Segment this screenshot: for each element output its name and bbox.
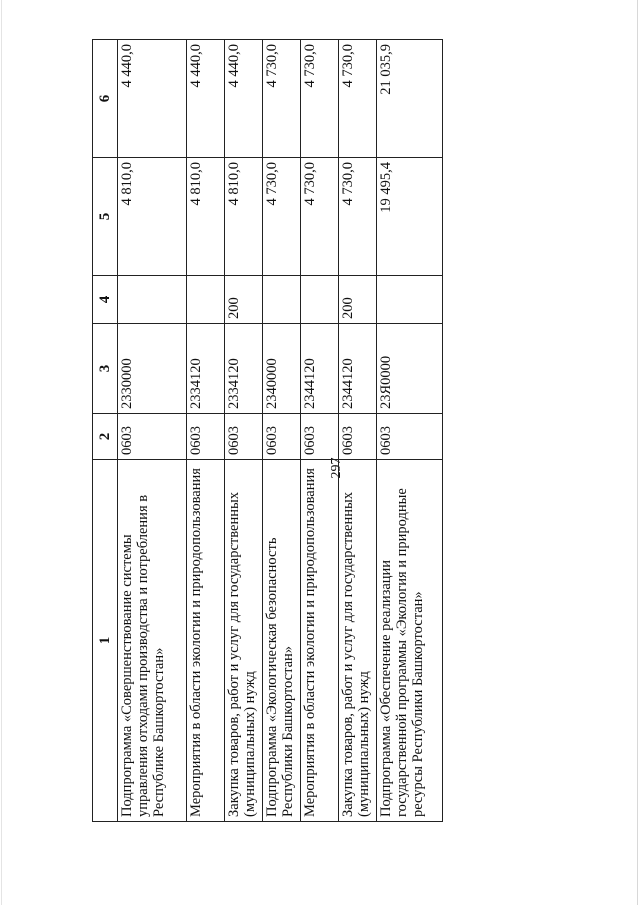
- row-target: 2334120: [187, 324, 225, 414]
- row-target: 23Я0000: [377, 324, 443, 414]
- row-name: Мероприятия в области экологии и природопользования: [301, 460, 339, 822]
- rotated-table-container: [92, 40, 577, 822]
- header-cell: 3: [93, 324, 118, 414]
- row-name: Подпрограмма «Экологическая безопасность Республики Башкортостан»: [263, 460, 301, 822]
- table-row: [339, 40, 377, 822]
- row-section: 0603: [377, 414, 443, 460]
- header-cell: 2: [93, 414, 118, 460]
- row-name: Подпрограмма «Обеспечение реализации государственной программы «Экология и природные ресурсы Республики Башкортостан»: [377, 460, 443, 822]
- row-expense-type: [187, 276, 225, 324]
- table-row: [377, 40, 443, 822]
- page-number: 297: [329, 457, 344, 479]
- row-expense-type: [118, 276, 187, 324]
- header-cell: 1: [93, 460, 118, 822]
- table-row: [118, 40, 187, 822]
- row-expense-type: [263, 276, 301, 324]
- row-section: 0603: [118, 414, 187, 460]
- row-value-5: 4 810,0: [225, 158, 263, 276]
- row-value-6: 4 730,0: [301, 40, 339, 158]
- row-name: Закупка товаров, работ и услуг для государственных (муниципальных) нужд: [225, 460, 263, 822]
- row-expense-type: 200: [225, 276, 263, 324]
- row-section: 0603: [225, 414, 263, 460]
- scan-edge-right: [637, 0, 638, 905]
- row-value-6: 4 730,0: [339, 40, 377, 158]
- row-value-5: 4 730,0: [263, 158, 301, 276]
- row-target: 2330000: [118, 324, 187, 414]
- header-cell: 6: [93, 40, 118, 158]
- header-cell: 4: [93, 276, 118, 324]
- row-target: 2334120: [225, 324, 263, 414]
- row-value-6: 4 440,0: [118, 40, 187, 158]
- row-value-5: 4 730,0: [339, 158, 377, 276]
- row-value-6: 4 730,0: [263, 40, 301, 158]
- row-value-5: 4 730,0: [301, 158, 339, 276]
- row-section: 0603: [339, 414, 377, 460]
- budget-table: [92, 39, 443, 822]
- header-cell: 5: [93, 158, 118, 276]
- scan-edge-left: [1, 0, 2, 905]
- row-value-5: 4 810,0: [118, 158, 187, 276]
- row-target: 2340000: [263, 324, 301, 414]
- table-row: [263, 40, 301, 822]
- row-value-6: 4 440,0: [225, 40, 263, 158]
- row-value-6: 21 035,9: [377, 40, 443, 158]
- row-value-6: 4 440,0: [187, 40, 225, 158]
- row-name: Подпрограмма «Совершенствование системы управления отходами производства и потребления в Республике Башкортостан»: [118, 460, 187, 822]
- table-header-row: [93, 40, 118, 822]
- row-target: 2344120: [339, 324, 377, 414]
- row-target: 2344120: [301, 324, 339, 414]
- table-row: [187, 40, 225, 822]
- table-row: [225, 40, 263, 822]
- row-expense-type: [301, 276, 339, 324]
- row-name: Мероприятия в области экологии и природопользования: [187, 460, 225, 822]
- row-section: 0603: [187, 414, 225, 460]
- row-section: 0603: [301, 414, 339, 460]
- row-name: Закупка товаров, работ и услуг для государственных (муниципальных) нужд: [339, 460, 377, 822]
- row-section: 0603: [263, 414, 301, 460]
- row-value-5: 19 495,4: [377, 158, 443, 276]
- row-expense-type: 200: [339, 276, 377, 324]
- table-row: [301, 40, 339, 822]
- row-expense-type: [377, 276, 443, 324]
- row-value-5: 4 810,0: [187, 158, 225, 276]
